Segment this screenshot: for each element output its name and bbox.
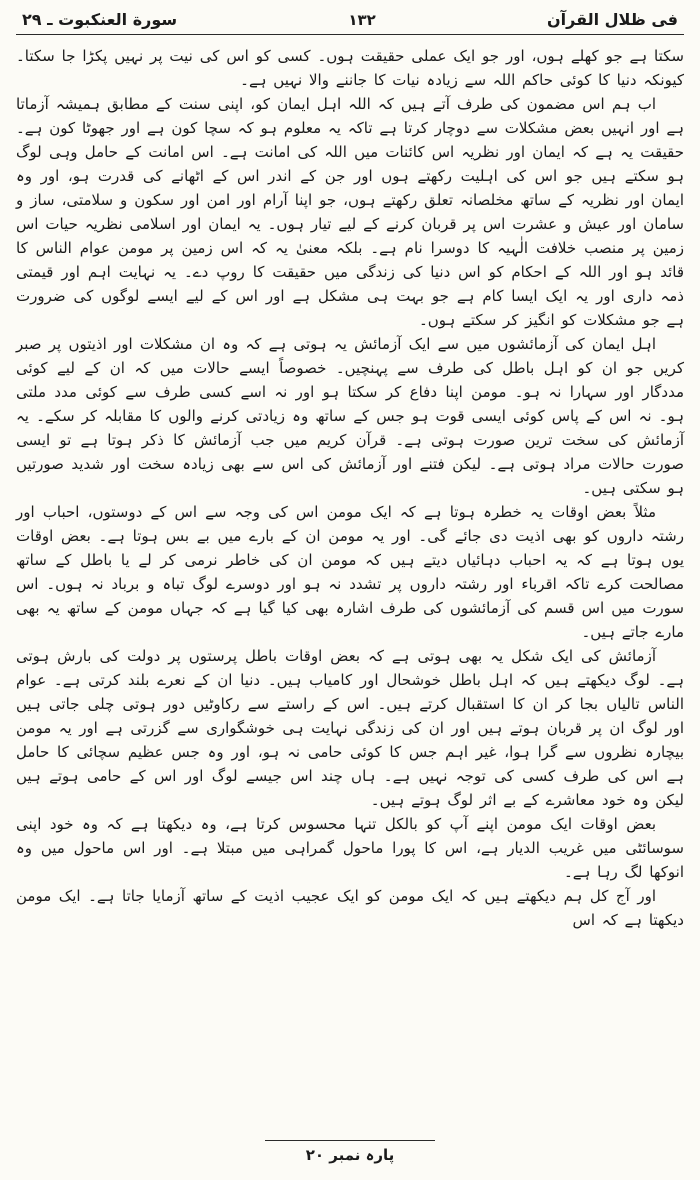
page-header [14, 8, 686, 34]
paragraph: مثلاً بعض اوقات یہ خطرہ ہوتا ہے کہ ایک مومن اس کی وجہ سے اس کے دوستوں، احباب اور رشتہ داروں کو بھی اذیت دی جائے گی۔ اور یہ مومن ان کے بارے میں بے بس ہوتا ہے۔ بعض اوقات یوں ہوتا ہے کہ یہ احباب دہائیاں دیتے ہیں کہ مومن ان کی خاطر نرمی کر لے یا باطل کے ساتھ مصالحت کرے تاکہ اقرباء اور رشتہ داروں پر تشدد نہ ہو اور دوسرے لوگ تباہ و برباد نہ ہوں۔ اس سورت میں اس قسم کی آزمائشوں کی طرف اشارہ بھی کیا گیا ہے کہ جہاں مومن کے ساتھ یہ بھی مارے جاتے ہیں۔ [16, 503, 684, 641]
paragraph: اہل ایمان کی آزمائشوں میں سے ایک آزمائش یہ ہوتی ہے کہ وہ ان مشکلات اور اذیتوں پر صبر کریں جو ان کو اہل باطل کی طرف سے پہنچیں۔ خصوصاً ایسے حالات میں کہ ان کے لیے کوئی مددگار اور سہارا نہ ہو۔ مومن اپنا دفاع کر سکتا ہو اور نہ اسے کسی طرف سے کوئی مدد ملتی ہو۔ نہ اس کے پاس کوئی ایسی قوت ہو جس کے ساتھ وہ زیادتی کرنے والوں کا مقابلہ کر سکے۔ یہ آزمائش کی سخت ترین صورت ہوتی ہے۔ قرآن کریم میں جب آزمائش کا ذکر ہوتا ہے تو ایسی صورت حالات مراد ہوتی ہے۔ لیکن فتنے اور آزمائش کی اس سے بھی زیادہ سخت اور شدید صورتیں ہو سکتی ہیں۔ [16, 335, 684, 497]
page-footer [0, 1140, 700, 1164]
header-divider [16, 34, 684, 35]
paragraph: آزمائش کی ایک شکل یہ بھی ہوتی ہے کہ بعض اوقات باطل پرستوں پر دولت کی بارش ہوتی ہے۔ لوگ دیکھتے ہیں کہ اہل باطل خوشحال اور کامیاب ہیں۔ دنیا ان کے نعرے بلند کرتی ہے۔ عوام الناس تالیاں بجا کر ان کا استقبال کرتے ہیں۔ اس کے راستے سے رکاوٹیں دور ہوتی چلی جاتی ہیں اور لوگ ان پر قربان ہوتے ہیں اور ان کی زندگی نہایت ہی خوشگواری سے گزرتی ہے اور یہ مومن بیچارہ نظروں سے گرا ہوا، غیر اہم جس کا کوئی حامی نہ ہو، اور وہ جس عظیم سچائی کا حامل ہے اس کی طرف کسی کی توجہ نہیں ہے۔ ہاں چند اس جیسے لوگ اور اس کے حامی ہوتے ہیں لیکن وہ خود معاشرے کے بے اثر لوگ ہوتے ہیں۔ [16, 647, 684, 809]
paragraph: اب ہم اس مضمون کی طرف آتے ہیں کہ اللہ اہل ایمان کو، اپنی سنت کے مطابق ہمیشہ آزماتا ہے اور انہیں بعض مشکلات سے دوچار کرتا ہے تاکہ یہ معلوم ہو کہ سچا کون ہے اور جھوٹا کون ہے۔ حقیقت یہ ہے کہ ایمان اور نظریہ اس کائنات میں اللہ کی امانت ہے۔ اس امانت کے حامل وہی لوگ ہو سکتے ہیں جو اس کی اہلیت رکھتے ہوں اور جن کے اندر اس کے اٹھانے کی قدرت ہو، اور وہ ایمان اور نظریہ کے ساتھ مخلصانہ تعلق رکھتے ہوں، جو اپنا آرام اور امن اور سکون و سلامتی، ساز و سامان اور عیش و عشرت اس پر قربان کرنے کے لیے تیار ہوں۔ یہ ایمان اور اسلامی نظریہ حیات اس زمین پر منصب خلافت الٰہیہ کا دوسرا نام ہے۔ بلکہ معنیٰ یہ کہ اس زمین پر مومن عوام الناس کا قائد ہو اور اللہ کے احکام کو اس دنیا کی زندگی میں حقیقت کا روپ دے۔ یہ نہایت اہم اور قیمتی ذمہ داری اور یہ ایک ایسا کام ہے جو بہت ہی مشکل ہے اور اس کے لیے ایسے لوگوں کی ضرورت ہے جو مشکلات کو انگیز کر سکتے ہوں۔ [16, 95, 684, 329]
para-number-label: پارہ نمبر ۲۰ [305, 1146, 395, 1164]
paragraph: سکتا ہے جو کھلے ہوں، اور جو ایک عملی حقیقت ہوں۔ کسی کو اس کی نیت پر نہیں پکڑا جا سکتا۔ کیونکہ دنیا کا کوئی حاکم اللہ سے زیادہ نیات کا جاننے والا نہیں ہے۔ [16, 47, 684, 89]
book-title: فی ظلال القرآن [546, 10, 678, 29]
footer-divider [265, 1140, 435, 1141]
paragraph: بعض اوقات ایک مومن اپنے آپ کو بالکل تنہا محسوس کرتا ہے، وہ دیکھتا ہے کہ وہ خود اپنی سوسائٹی میں غریب الدیار ہے، اس کا پورا ماحول گمراہی میں مبتلا ہے۔ اور اس ماحول میں وہ انوکھا لگ رہا ہے۔ [16, 815, 684, 881]
surah-title: سورة العنكبوت ـ ۲۹ [22, 10, 178, 29]
page-body [14, 44, 686, 932]
page-number: ۱۳۲ [348, 11, 376, 29]
paragraph: اور آج کل ہم دیکھتے ہیں کہ ایک مومن کو ایک عجیب اذیت کے ساتھ آزمایا جاتا ہے۔ ایک مومن دیکھتا ہے کہ اس [16, 887, 684, 929]
